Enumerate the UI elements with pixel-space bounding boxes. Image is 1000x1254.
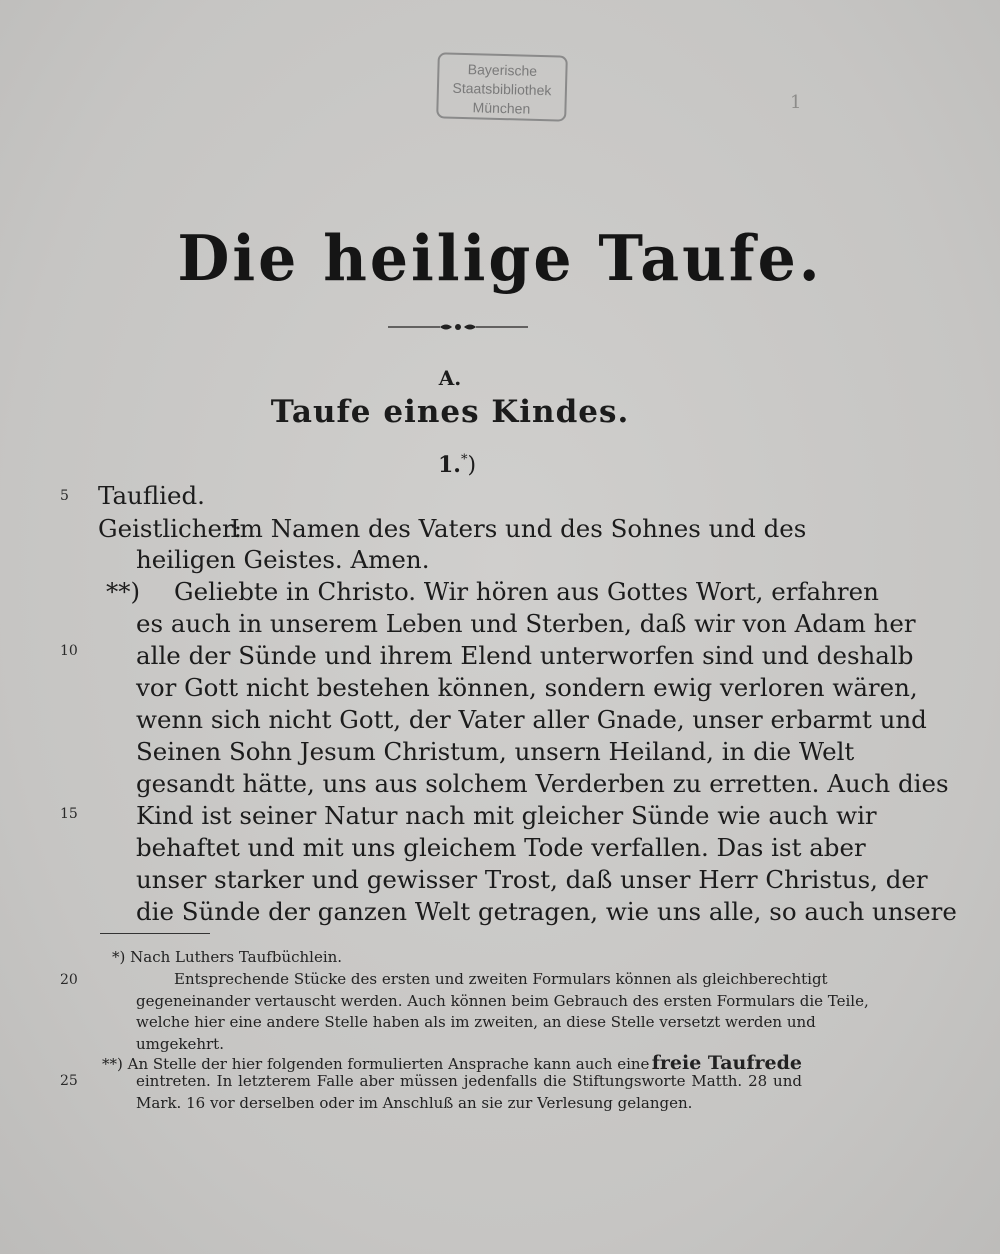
line-number: 5 <box>60 488 69 504</box>
footnote-line: gegeneinander vertauscht werden. Auch können beim Gebrauch des ersten Formulars die Teile, <box>136 992 869 1010</box>
line-number: 20 <box>60 972 78 988</box>
stamp-line: Bayerische <box>467 61 538 79</box>
footnote-text: **) An Stelle der hier folgenden formulierten Ansprache kann auch eine <box>102 1055 650 1073</box>
library-stamp <box>436 52 568 121</box>
body-line: Tauflied. <box>98 481 205 510</box>
speaker-label: Geistlicher: <box>98 514 242 543</box>
line-number: 10 <box>60 643 78 659</box>
footnote-line: Entsprechende Stücke des ersten und zweiten Formulars können als gleichberechtigt <box>174 970 828 988</box>
body-line: gesandt hätte, uns aus solchem Verderben zu erretten. Auch dies <box>136 769 949 798</box>
footnote-line: eintreten. In letzterem Falle aber müssen jedenfalls die Stiftungsworte Matth. 28 und <box>136 1072 802 1090</box>
stamp-line: München <box>472 99 531 117</box>
subsection-number: 1.*) <box>438 452 477 478</box>
page-title: Die heilige Taufe. <box>177 222 823 296</box>
body-line: wenn sich nicht Gott, der Vater aller Gnade, unser erbarmt und <box>136 705 927 734</box>
section-title: Taufe eines Kindes. <box>270 394 630 430</box>
body-line: unser starker und gewisser Trost, daß unser Herr Christus, der <box>136 865 928 894</box>
footnote-line: Mark. 16 vor derselben oder im Anschluß an sie zur Verlesung gelangen. <box>136 1094 693 1112</box>
page-mark: 1 <box>790 92 802 113</box>
body-line: Geliebte in Christo. Wir hören aus Gottes Wort, erfahren <box>174 577 879 606</box>
section-letter: A. <box>438 366 462 390</box>
footnote-emphasis: freie Taufrede <box>651 1052 802 1074</box>
body-line: vor Gott nicht bestehen können, sondern ewig verloren wären, <box>136 673 918 702</box>
body-line: Im Namen des Vaters und des Sohnes und des <box>230 514 807 543</box>
body-line: Seinen Sohn Jesum Christum, unsern Heiland, in die Welt <box>136 737 855 766</box>
footnote-rule <box>100 933 210 934</box>
line-number: 15 <box>60 806 78 822</box>
ornament-divider-icon <box>388 320 528 334</box>
body-line: alle der Sünde und ihrem Elend unterworfen sind und deshalb <box>136 641 914 670</box>
body-line: heiligen Geistes. Amen. <box>136 545 430 574</box>
footnote-line: welche hier eine andere Stelle haben als im zweiten, an diese Stelle versetzt werden und <box>136 1013 816 1031</box>
stamp-line: Staatsbibliothek <box>452 79 552 99</box>
body-line: behaftet und mit uns gleichem Tode verfallen. Das ist aber <box>136 833 866 862</box>
footnote-line: *) Nach Luthers Taufbüchlein. <box>112 948 343 966</box>
body-line: es auch in unserem Leben und Sterben, daß wir von Adam her <box>136 609 916 638</box>
body-line: die Sünde der ganzen Welt getragen, wie uns alle, so auch unsere <box>136 897 957 926</box>
body-line: Kind ist seiner Natur nach mit gleicher Sünde wie auch wir <box>136 801 877 830</box>
footnote-marker: **) <box>106 577 141 606</box>
footnote-line <box>102 1052 802 1074</box>
footnote-line: umgekehrt. <box>136 1035 224 1053</box>
line-number: 25 <box>60 1073 78 1089</box>
